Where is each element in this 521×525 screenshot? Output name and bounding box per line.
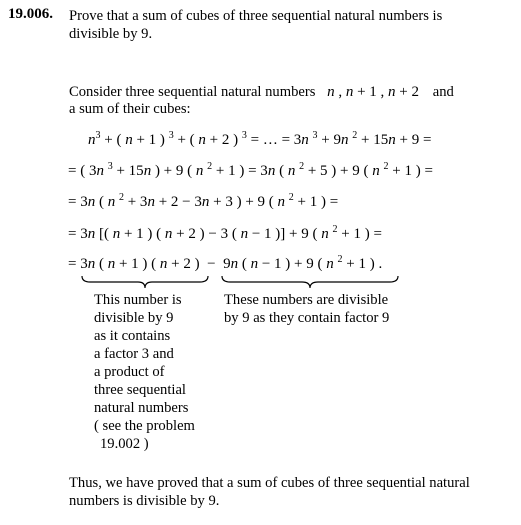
intro-line1: Consider three sequential natural numbers n , n + 1 , n + 2 and bbox=[69, 84, 454, 100]
problem-number: 19.006. bbox=[8, 6, 53, 22]
underbrace-left bbox=[80, 274, 210, 290]
annotation-left: This number is divisible by 9 as it contains a factor 3 and a product of three sequential natural numbers ( see the problem 19.002 ) bbox=[94, 292, 195, 452]
underbrace-right bbox=[220, 274, 400, 290]
conclusion-line2: numbers is divisible by 9. bbox=[69, 493, 220, 509]
annotation-right: These numbers are divisible by 9 as they contain factor 9 bbox=[224, 292, 390, 326]
conclusion-line1: Thus, we have proved that a sum of cubes of three sequential natural bbox=[69, 475, 470, 491]
problem-statement-line2: divisible by 9. bbox=[69, 26, 153, 42]
equation-line-2: = ( 3n $^3$ + 15n ) + 9 ( n $^2$ + 1 ) = 3n ( n $^2$ + 5 ) + 9 ( n $^2$ + 1 ) = bbox=[68, 161, 433, 179]
problem-statement-line1: Prove that a sum of cubes of three sequential natural numbers is bbox=[69, 8, 443, 24]
equation-line-1: $n^3$ + ( n + 1 ) $^3$ + ( n + 2 ) $^3$ = … = 3n $^3$ + 9n $^2$ + 15n + 9 = bbox=[88, 130, 432, 148]
equation-line-3: = 3n ( n $^2$ + 3n + 2 − 3n + 3 ) + 9 ( n $^2$ + 1 ) = bbox=[68, 192, 339, 210]
equation-line-4: = 3n [( n + 1 ) ( n + 2 ) − 3 ( n − 1 )] + 9 ( n $^2$ + 1 ) = bbox=[68, 224, 382, 242]
intro-line2: a sum of their cubes: bbox=[69, 101, 191, 117]
equation-line-5: = 3n ( n + 1 ) ( n + 2 ) − 9n ( n − 1 ) + 9 ( n $^2$ + 1 ) . bbox=[68, 254, 383, 272]
